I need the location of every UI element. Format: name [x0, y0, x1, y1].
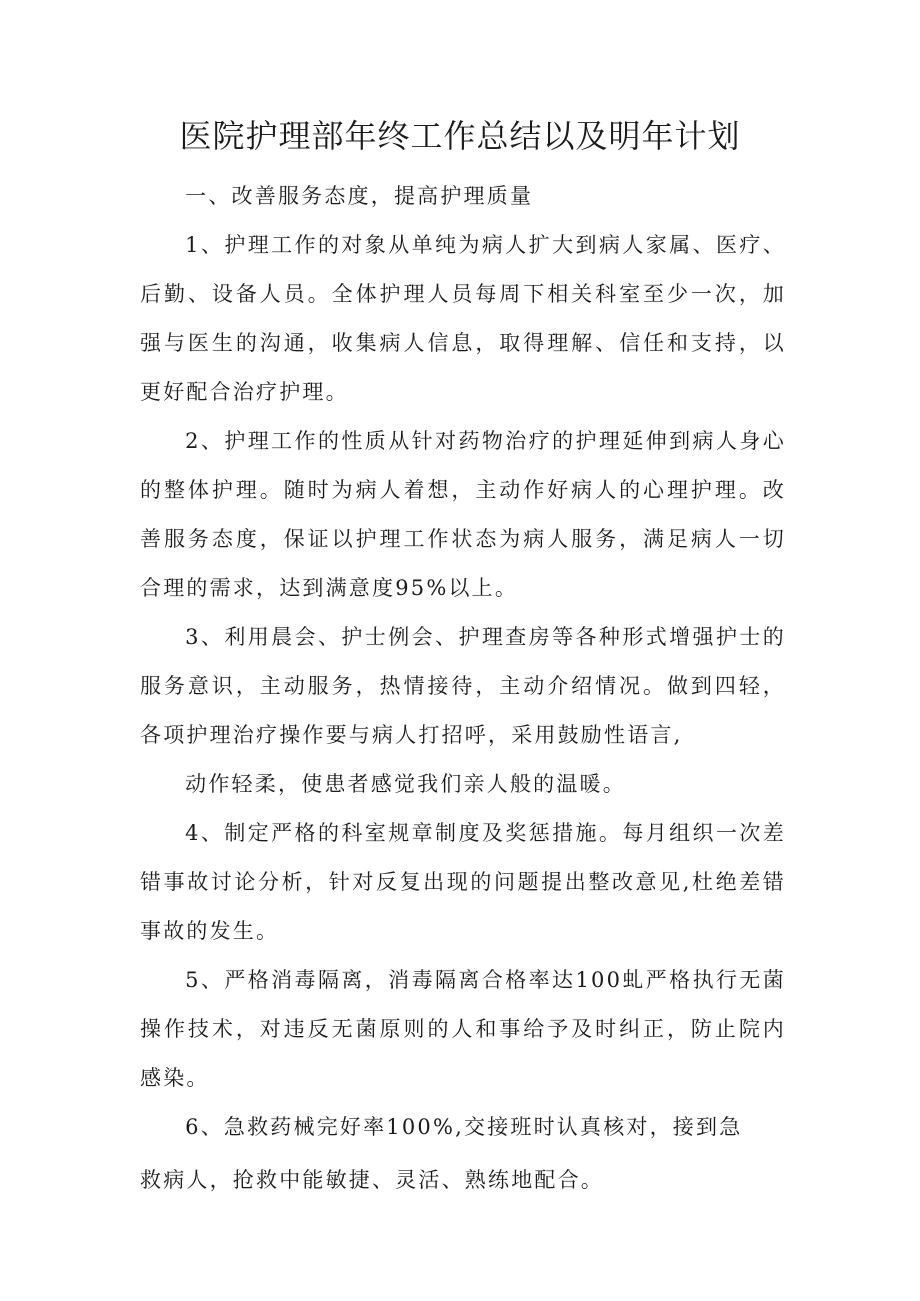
document-title: 医院护理部年终工作总结以及明年计划: [179, 117, 741, 155]
paragraph-item-1: 1、护理工作的对象从单纯为病人扩大到病人家属、医疗、后勤、设备人员。全体护理人员每周下相关科室至少一次，加强与医生的沟通，收集病人信息，取得理解、信任和支持，以更好配合治疗护理。: [140, 233, 786, 404]
paragraph-item-3: 3、利用晨会、护士例会、护理查房等各种形式增强护士的服务意识，主动服务，热情接待，主动介绍情况。做到四轻，各项护理治疗操作要与病人打招呼，采用鼓励性语言,: [140, 625, 786, 747]
paragraph-item-3-continuation: 动作轻柔，使患者感觉我们亲人般的温暖。: [185, 772, 626, 796]
paragraph-item-6-continuation: 救病人，抢救中能敏捷、灵活、熟练地配合。: [140, 1168, 604, 1192]
document-body: [140, 172, 786, 1205]
paragraph-item-5: 5、严格消毒隔离，消毒隔离合格率达100虬严格执行无菌操作技术，对违反无菌原则的人和事给予及时纠正，防止院内感染。: [140, 968, 786, 1090]
section-heading: 一、改善服务态度，提高护理质量: [185, 184, 534, 208]
paragraph-item-4: 4、制定严格的科室规章制度及奖惩措施。每月组织一次差错事故讨论分析，针对反复出现的问题提出整改意见,杜绝差错事故的发生。: [140, 821, 786, 943]
paragraph-item-2: 2、护理工作的性质从针对药物治疗的护理延伸到病人身心的整体护理。随时为病人着想，主动作好病人的心理护理。改善服务态度，保证以护理工作状态为病人服务，满足病人一切合理的需求，达到满意度95%以上。: [140, 429, 786, 600]
paragraph-item-6: 6、急救药械完好率100%,交接班时认真核对，接到急: [185, 1115, 743, 1139]
